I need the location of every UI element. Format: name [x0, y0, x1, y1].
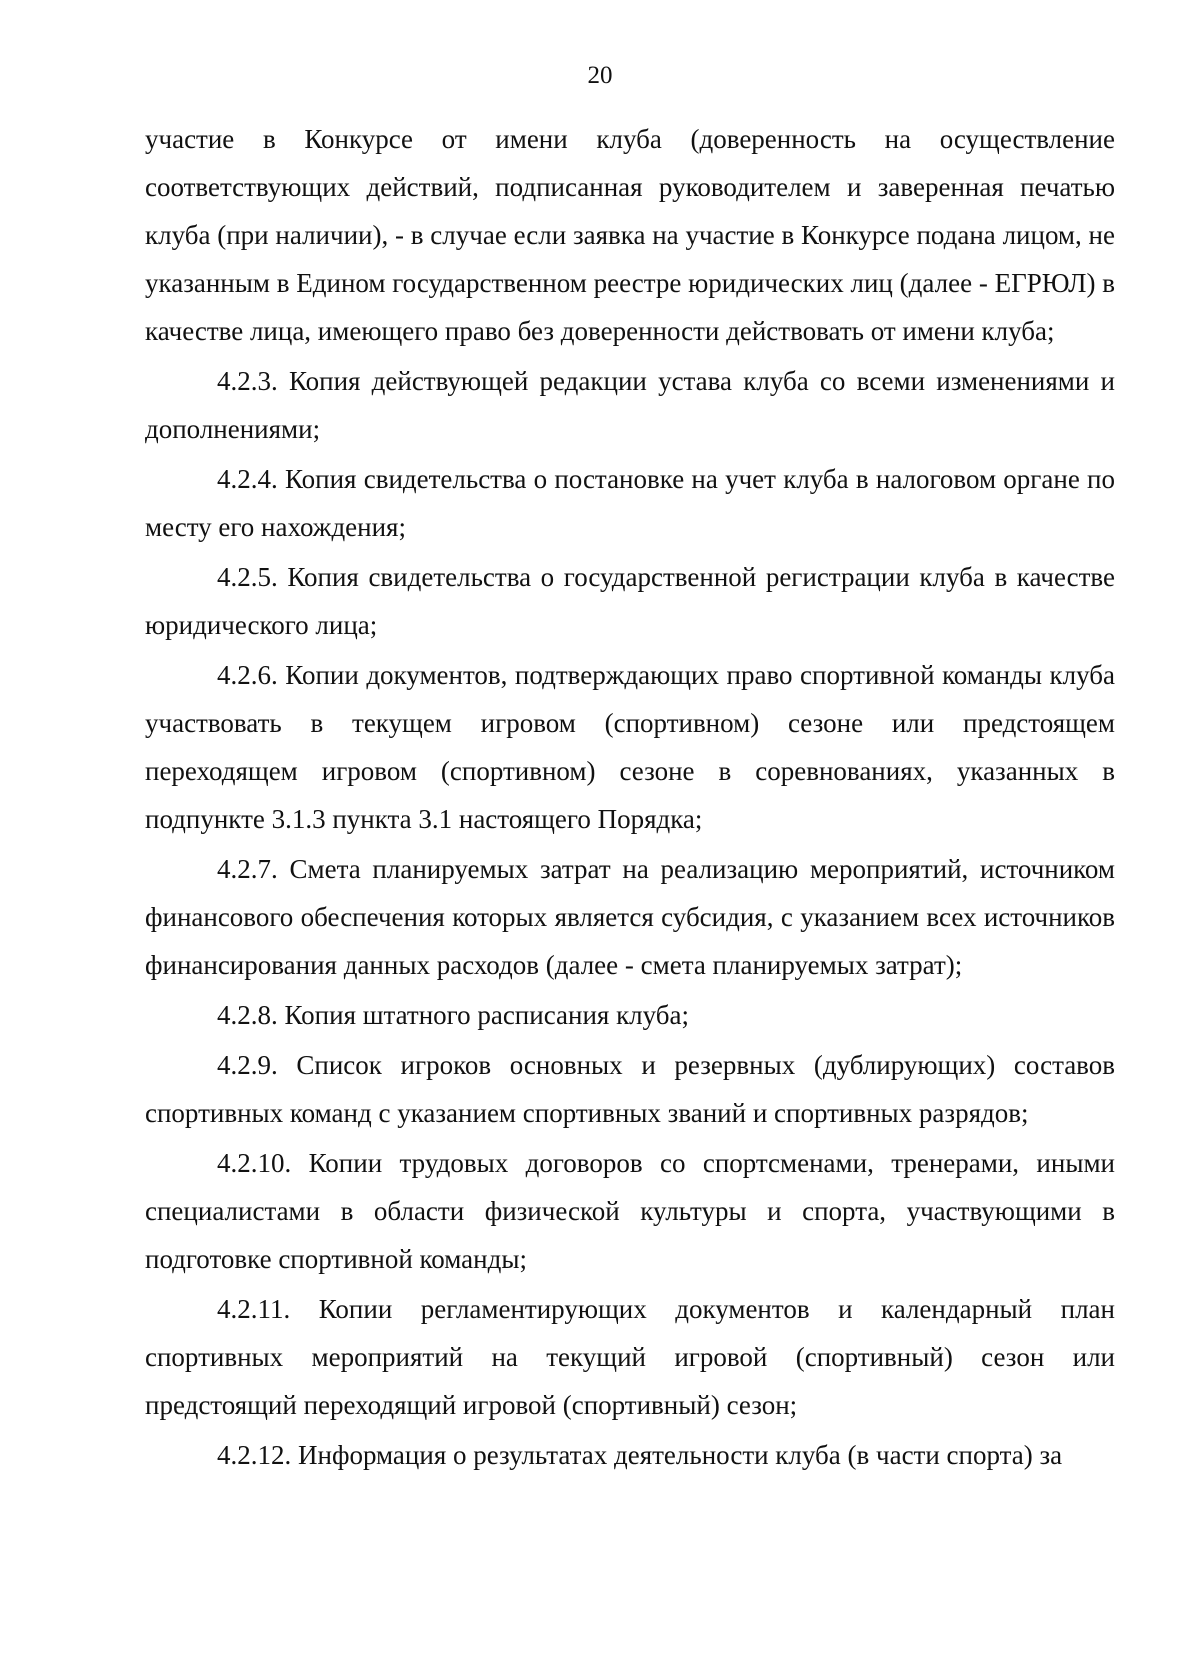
paragraph-4-2-11: 4.2.11. Копии регламентирующих документов и календарный план спортивных мероприятий на текущий игровой (спортивный) сезон или предстоящий переходящий игровой (спортивный) сезон;	[145, 1294, 1115, 1420]
page-number: 20	[587, 62, 613, 89]
paragraph-4-2-3: 4.2.3. Копия действующей редакции устава клуба со всеми изменениями и дополнениями;	[145, 366, 1115, 444]
paragraph-4-2-5: 4.2.5. Копия свидетельства о государственной регистрации клуба в качестве юридического лица;	[145, 562, 1115, 640]
paragraph-continuation: участие в Конкурсе от имени клуба (доверенность на осуществление соответствующих действий, подписанная руководителем и заверенная печатью клуба (при наличии), - в случае если заявка на участие в Конкурсе подана лицом, не указанным в Едином государственном реестре юридических лиц (далее - ЕГРЮЛ) в качестве лица, имеющего право без доверенности действовать от имени клуба;	[145, 124, 1115, 346]
paragraph-4-2-6: 4.2.6. Копии документов, подтверждающих право спортивной команды клуба участвовать в текущем игровом (спортивном) сезоне или предстоящем переходящем игровом (спортивном) сезоне в соревнованиях, указанных в подпункте 3.1.3 пункта 3.1 настоящего Порядка;	[145, 660, 1115, 834]
paragraph-4-2-7: 4.2.7. Смета планируемых затрат на реализацию мероприятий, источником финансового обеспечения которых является субсидия, с указанием всех источников финансирования данных расходов (далее - смета планируемых затрат);	[145, 854, 1115, 980]
paragraph-4-2-9: 4.2.9. Список игроков основных и резервных (дублирующих) составов спортивных команд с указанием спортивных званий и спортивных разрядов;	[145, 1050, 1115, 1128]
paragraph-4-2-8: 4.2.8. Копия штатного расписания клуба;	[217, 1000, 690, 1030]
paragraph-4-2-4: 4.2.4. Копия свидетельства о постановке на учет клуба в налоговом органе по месту его нахождения;	[145, 464, 1115, 542]
document-body	[145, 115, 1115, 1479]
paragraph-4-2-12: 4.2.12. Информация о результатах деятельности клуба (в части спорта) за	[217, 1440, 1063, 1470]
paragraph-4-2-10: 4.2.10. Копии трудовых договоров со спортсменами, тренерами, иными специалистами в области физической культуры и спорта, участвующими в подготовке спортивной команды;	[145, 1148, 1115, 1274]
